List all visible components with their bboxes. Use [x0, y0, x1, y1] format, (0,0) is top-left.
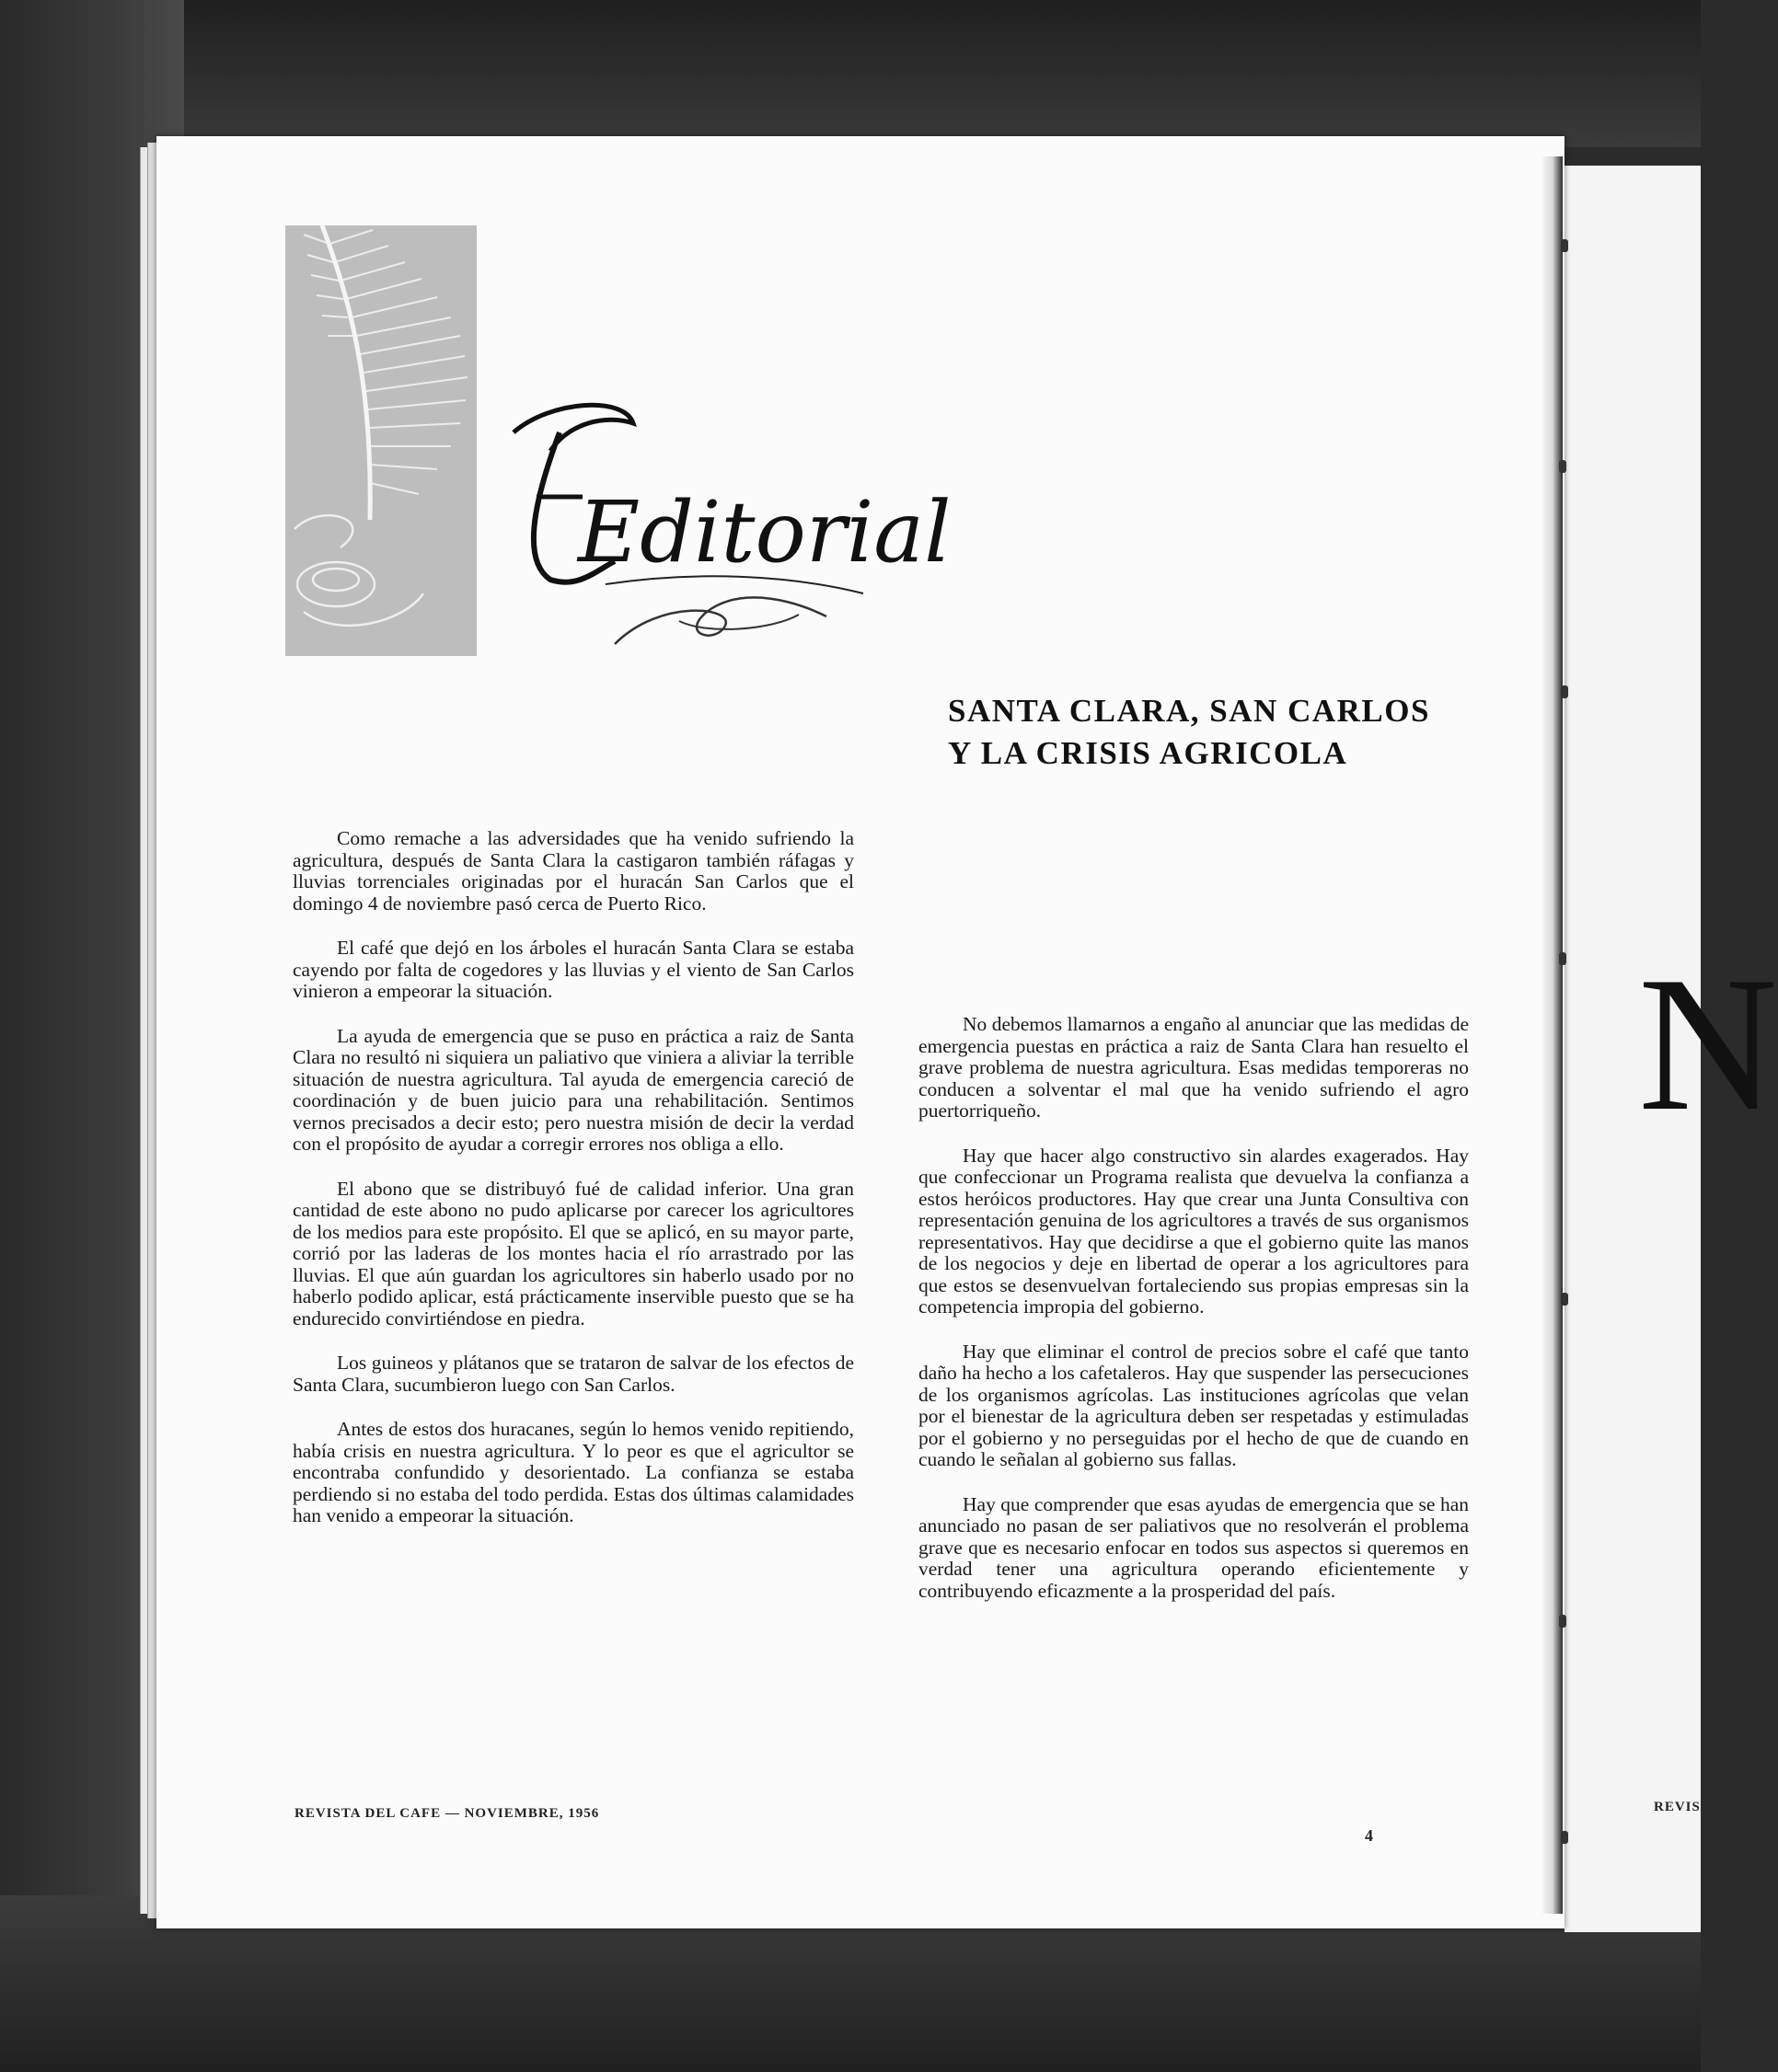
editorial-logo — [495, 396, 952, 653]
paragraph: Antes de estos dos huracanes, según lo hemos venido repitiendo, había crisis en nuestra agricultura. Y lo peor es que el agricultor se encontraba confundido y desorientado. La confianza se estaba perdiendo si no estaba del todo perdida. Estas dos últimas calamidades han venido a empeorar la situación. — [293, 1418, 854, 1526]
next-page-drop-letter: N — [1638, 938, 1778, 1151]
page-binding — [1542, 156, 1563, 1914]
editorial-flourish-icon — [495, 396, 952, 653]
paragraph: Como remache a las adversidades que ha venido sufriendo la agricultura, después de Santa Clara la castigaron también ráfagas y lluvias torrenciales originadas por el huracán San Carlos que el domingo 4 de noviembre pasó cerca de Puerto Rico. — [293, 827, 854, 915]
binding-mark — [1561, 1293, 1568, 1306]
paragraph: Hay que hacer algo constructivo sin alardes exagerados. Hay que confeccionar un Programa realista que devuelva la confianza a estos heróicos productores. Hay que crear una Junta Consultiva con representación genuina de los agricultores a través de sus organismos representativos. Hay que decidirse a que el gobierno quite las manos de los negocios y deje en libertad de operar a los agricultores para que estos se desenvuelvan fortaleciendo sus propias empresas sin la competencia impropia del gobierno. — [918, 1144, 1469, 1318]
paragraph: La ayuda de emergencia que se puso en práctica a raiz de Santa Clara no resultó ni siquiera un paliativo que viniera a aliviar la terrible situación de nuestra agricultura. Tal ayuda de emergencia careció de coordinación y de buen juicio para una rehabilitación. Sentimos vernos precisados a decir esto; pero nuestra misión de decir la verdad con el propósito de ayudar a corregir errores nos obliga a ello. — [293, 1024, 854, 1155]
article-left-column — [293, 828, 854, 1550]
article-headline — [948, 690, 1463, 775]
binding-mark — [1561, 1831, 1568, 1844]
binding-mark — [1561, 685, 1568, 698]
binding-mark — [1559, 460, 1566, 473]
quill-illustration — [285, 225, 477, 656]
article-right-column — [918, 1014, 1469, 1625]
binding-mark — [1559, 1615, 1566, 1628]
headline-line-2: Y LA CRISIS AGRICOLA — [948, 735, 1348, 771]
paragraph: Hay que comprender que esas ayudas de emergencia que se han anunciado no pasan de ser paliativos que no resolverán el problema grave que es necesario enfocar en todos sus aspectos si queremos en verdad tener una agricultura operando eficientemente y contribuyendo eficazmente a la prosperidad del país. — [918, 1492, 1469, 1602]
paragraph: El café que dejó en los árboles el huracán Santa Clara se estaba cayendo por falta de cogedores y las lluvias y el viento de San Carlos vinieron a empeorar la situación. — [293, 937, 854, 1002]
paragraph: Los guineos y plátanos que se trataron de salvar de los efectos de Santa Clara, sucumbieron luego con San Carlos. — [293, 1352, 854, 1396]
page-number: 4 — [1365, 1826, 1373, 1845]
binding-mark — [1559, 952, 1566, 965]
magazine-footer: REVISTA DEL CAFE — NOVIEMBRE, 1956 — [294, 1806, 600, 1821]
headline-line-1: SANTA CLARA, SAN CARLOS — [948, 693, 1430, 729]
paragraph: No debemos llamarnos a engaño al anunciar que las medidas de emergencia puestas en práctica a raiz de Santa Clara han resuelto el grave problema de nuestra agricultura. Esas medidas temporeras no conducen a solventar el mal que ha venido sufriendo el agro puertorriqueño. — [918, 1013, 1469, 1122]
editorial-logo-text: Editorial — [578, 483, 952, 581]
binding-mark — [1561, 239, 1568, 252]
scan-background-top — [0, 0, 1701, 147]
paragraph: El abono que se distribuyó fué de calidad inferior. Una gran cantidad de este abono no pudo aplicarse por carecer los agricultores de los medios para este propósito. El que se aplicó, en su mayor parte, corrió por las laderas de los montes hacia el río arrastrado por las lluvias. El que aún guardan los agricultores sin haberlo usado por no haberlo podido aplicar, está prácticamente inservible puesto que se ha endurecido convirtiéndose en piedra. — [293, 1177, 854, 1330]
paragraph: Hay que eliminar el control de precios sobre el café que tanto daño ha hecho a los cafetaleros. Hay que suspender las persecuciones de los organismos agrícolas. Las instituciones agrícolas que velan por el bienestar de la agricultura deben ser respetadas y estimuladas por el gobierno y no perseguidas por el hecho de que de cuando en cuando le señalan al gobierno sus fallas. — [918, 1340, 1469, 1470]
next-page-footer: REVIS — [1654, 1800, 1701, 1814]
quill-feather-icon — [285, 225, 477, 656]
